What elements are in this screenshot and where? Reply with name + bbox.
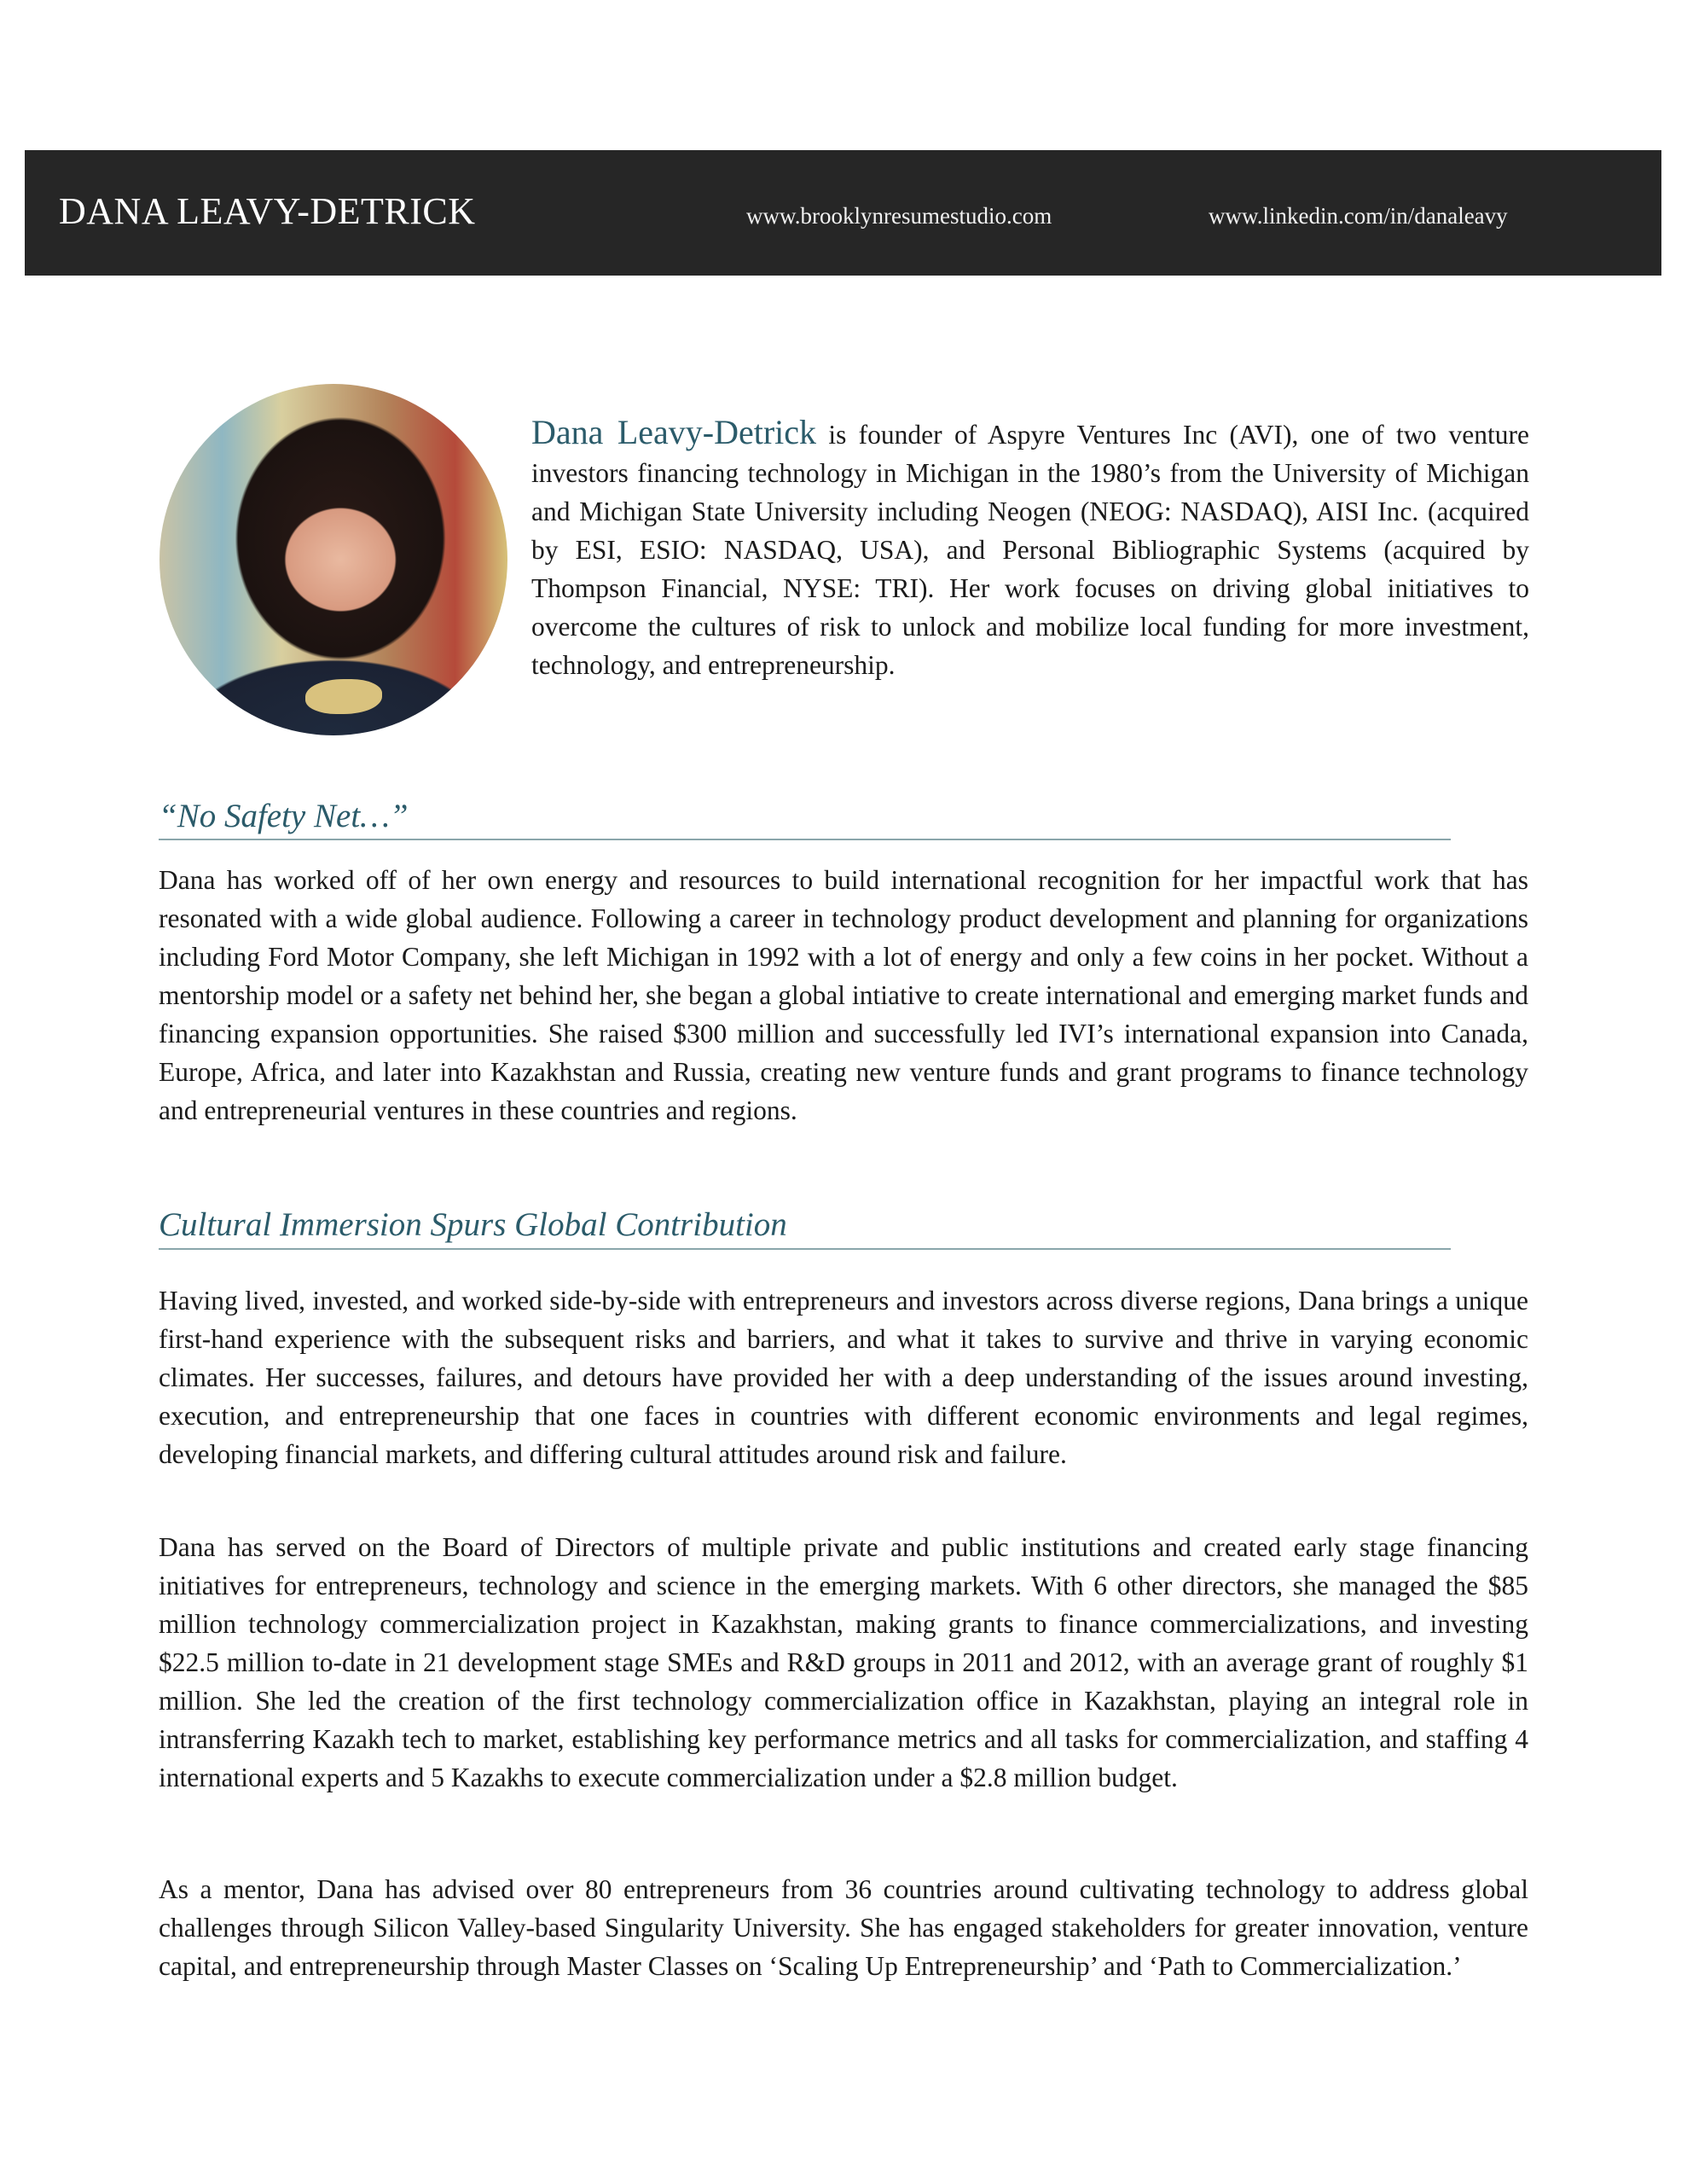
section-title-cultural-immersion: Cultural Immersion Spurs Global Contribution	[159, 1206, 787, 1243]
photo-necklace-detail	[305, 679, 382, 714]
paragraph-board-of-directors: Dana has served on the Board of Directors of multiple private and public institutions and created early stage financing initiatives for entrepreneurs, technology and science in the emerging markets. With 6 other directors, she managed the $85 million technology commercialization project in Kazakhstan, making grants to finance commercializations, and investing $22.5 million to-date in 21 development stage SMEs and R&D groups in 2011 and 2012, with an average grant of roughly $1 million. She led the creation of the first technology commercialization office in Kazakhstan, playing an integral role in intransferring Kazakh tech to market, establishing key performance metrics and all tasks for commercialization, and staffing 4 international experts and 5 Kazakhs to execute commercialization under a $2.8 million budget.	[159, 1532, 1528, 1792]
intro-paragraph	[531, 413, 1529, 684]
intro-text: is founder of Aspyre Ventures Inc (AVI), one of two venture investors financing technology in Michigan in the 1980’s from the University of Michigan and Michigan State University including Neogen (NEOG: NASDAQ), AISI Inc. (acquired by ESI, ESIO: NASDAQ, USA), and Personal Bibliographic Systems (acquired by Thompson Financial, NYSE: TRI). Her work focuses on driving global initiatives to overcome the cultures of risk to unlock and mobilize local funding for more investment, technology, and entrepreneurship.	[531, 420, 1529, 680]
paragraph-cultural-immersion: Having lived, invested, and worked side-by-side with entrepreneurs and investors across diverse regions, Dana brings a unique first-hand experience with the subsequent risks and barriers, and what it takes to survive and thrive in varying economic climates. Her successes, failures, and detours have provided her with a deep understanding of the issues around investing, execution, and entrepreneurship that one faces in countries with different economic environments and legal regimes, developing financial markets, and differing cultural attitudes around risk and failure.	[159, 1286, 1528, 1469]
section-title-no-safety-net: “No Safety Net…”	[159, 798, 409, 834]
linkedin-link[interactable]: www.linkedin.com/in/danaleavy	[1209, 203, 1508, 229]
section-divider	[159, 839, 1451, 840]
paragraph-no-safety-net: Dana has worked off of her own energy and resources to build international recognition for her impactful work that has resonated with a wide global audience. Following a career in technology product development and planning for organizations including Ford Motor Company, she left Michigan in 1992 with a lot of energy and only a few coins in her pocket. Without a mentorship model or a safety net behind her, she began a global intiative to create international and emerging market funds and financing expansion opportunities. She raised $300 million and successfully led IVI’s international expansion into Canada, Europe, Africa, and later into Kazakhstan and Russia, creating new venture funds and grant programs to finance technology and entrepreneurial ventures in these countries and regions.	[159, 865, 1528, 1125]
website-link[interactable]: www.brooklynresumestudio.com	[746, 203, 1052, 229]
header-name: DANA LEAVY-DETRICK	[59, 190, 476, 232]
paragraph-mentor: As a mentor, Dana has advised over 80 entrepreneurs from 36 countries around cultivating technology to address global challenges through Silicon Valley-based Singularity University. She has engaged stakeholders for greater innovation, venture capital, and entrepreneurship through Master Classes on ‘Scaling Up Entrepreneurship’ and ‘Path to Commercialization.’	[159, 1874, 1528, 1981]
profile-photo	[159, 384, 507, 735]
header-band	[25, 150, 1661, 276]
section-divider	[159, 1248, 1451, 1250]
intro-name: Dana Leavy-Detrick	[531, 413, 817, 451]
